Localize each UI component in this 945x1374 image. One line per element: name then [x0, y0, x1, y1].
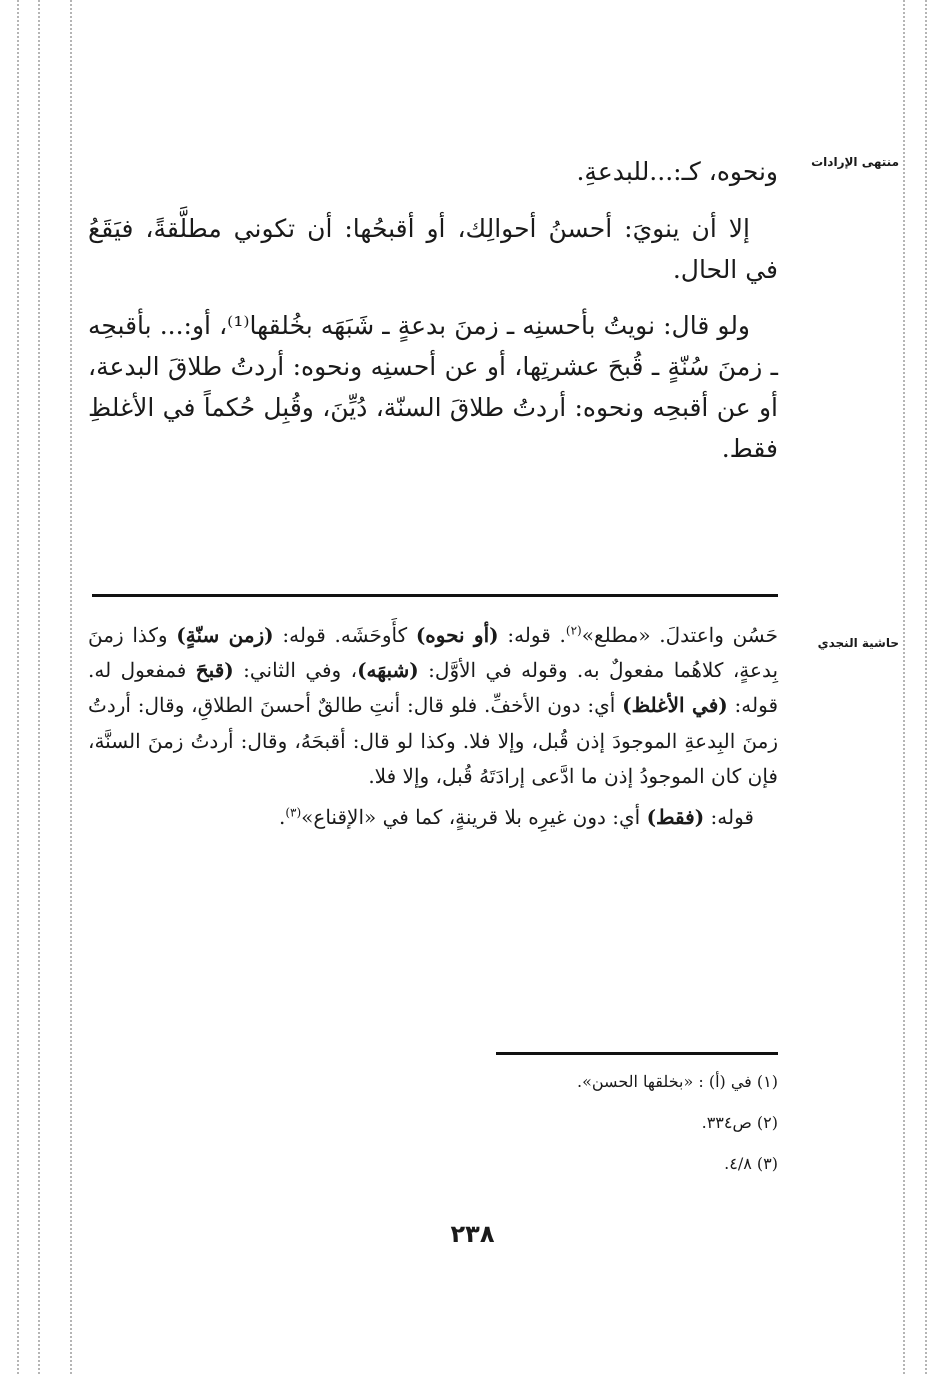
page-number: ٢٣٨ [450, 1220, 495, 1248]
hashiya-run: . [278, 804, 286, 829]
quoted-lemma: (أو نحوه) [415, 623, 499, 647]
matn-paragraph: إلا أن ينويَ: أحسنُ أحوالِك، أو أقبحُها: أن تكوني مطلَّقةً، فيَقَعُ في الحال. [88, 213, 778, 284]
section-divider [92, 594, 778, 597]
quoted-lemma: (قبحَ [195, 658, 234, 683]
hashiya-paragraph [88, 800, 778, 835]
quoted-lemma: (في الأغلظ) [622, 693, 728, 718]
quoted-lemma: (شبهَه) [357, 658, 419, 683]
footnote: (١) في (أ) : «بخلقها الحسن». [576, 1072, 778, 1091]
dotted-guide-line [70, 0, 72, 1374]
hashiya-run: كأَوحَشَه. قوله: [273, 623, 416, 647]
matn-paragraph: ونحوه، كـ:...للبدعةِ. [576, 157, 778, 186]
hashiya-run: أي: دون غيرِه بلا قرينةٍ، كما في «الإقناع» [301, 804, 647, 829]
footnote-divider [496, 1052, 778, 1055]
hashiya-run: فمفعول له. قوله: [88, 658, 779, 718]
hashiya-paragraph [88, 618, 778, 794]
hashiya-run: حَسُن واعتدلَ. «مطلع» [581, 623, 779, 647]
matn-side-label: منتهى الإرادات [811, 155, 899, 169]
footnote: (٣) ٤/٨. [724, 1154, 778, 1173]
dotted-guide-line [17, 0, 19, 1374]
hashiya-run: ، وفي الثاني: [233, 658, 358, 683]
matn-paragraph: ولو قال: نويتُ بأحسنِه ـ زمنَ بدعةٍ ـ شَبَهَه بخُلقها⁽¹⁾، أو:... بأقبحِه ـ زمنَ سُنّةٍ ـ قُبحَ عشرتِها، أو عن أحسنِه ونحوه: أردتُ طلاقَ البدعة، أو عن أقبحِه ونحوه: أردتُ طلاقَ السنّة، دُيِّنَ، وقُبِل حُكماً في الأغلظِ فقط. [88, 311, 778, 463]
dotted-guide-line [38, 0, 40, 1374]
hashiya-run: أي: دون الأخفِّ. فلو قال: أنتِ طالقٌ أحسنَ الطلاقِ، وقال: أردتُ زمنَ البِدعةِ الموجودَ إذن قُبل، وإلا فلا. وكذا لو قال: أقبحَهُ، وقال: أردتُ زمنَ السنَّة، فإن كان الموجودُ إذن ما ادَّعى إرادَتَهُ قُبل، وإلا فلا. [88, 693, 778, 788]
footnote: (٢) ص٣٣٤. [701, 1113, 778, 1132]
dotted-guide-line [925, 0, 927, 1374]
dotted-guide-line [903, 0, 905, 1374]
footnote-ref: (٢) [565, 623, 582, 638]
footnote-ref: (٣) [285, 805, 302, 820]
hashiya-side-label: حاشية النجدي [817, 636, 899, 650]
hashiya-run: . قوله: [498, 623, 566, 647]
quoted-lemma: (زمن سنّةٍ) [176, 623, 274, 647]
hashiya-text [88, 618, 778, 841]
quoted-lemma: (فقط) [646, 804, 705, 829]
footnotes [300, 1068, 778, 1191]
hashiya-run: وكذا زمنَ بِدعةٍ، كلاهُما مفعولٌ به. وقوله في الأوَّل: [88, 623, 779, 683]
hashiya-run: قوله: [704, 804, 754, 829]
matn-text [88, 152, 778, 485]
